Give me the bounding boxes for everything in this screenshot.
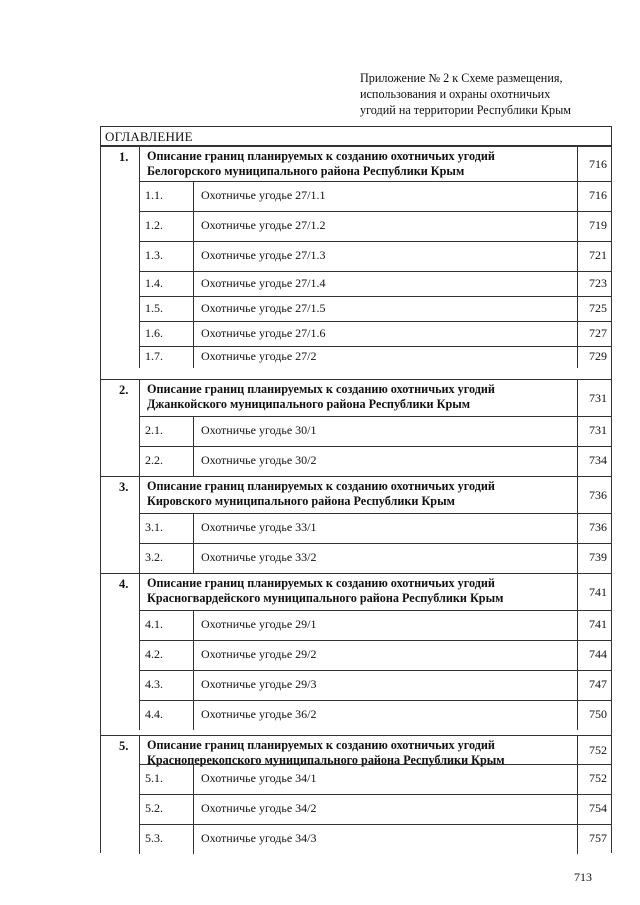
row-label: Охотничье угодье 27/1.1 — [201, 188, 326, 202]
row-label: Охотничье угодье 29/2 — [201, 647, 317, 661]
row-page-number: 744 — [589, 647, 607, 661]
group-heading-line: Красноперекопского муниципального района Республики Крым — [147, 753, 505, 767]
row-page-number: 719 — [589, 218, 607, 232]
row-label: Охотничье угодье 34/1 — [201, 771, 317, 785]
group-heading-line: Описание границ планируемых к созданию охотничьих угодий — [147, 738, 495, 752]
group-heading-line: Описание границ планируемых к созданию охотничьих угодий — [147, 149, 495, 163]
group-page-number: 741 — [589, 584, 607, 599]
row-number: 4.1. — [145, 617, 163, 631]
row-page-number: 721 — [589, 248, 607, 262]
row-page-number: 716 — [589, 188, 607, 202]
page-column-divider — [577, 181, 578, 368]
group-heading-line: Описание границ планируемых к созданию охотничьих угодий — [147, 479, 495, 493]
row-label: Охотничье угодье 27/1.5 — [201, 300, 326, 315]
row-number: 3.1. — [145, 520, 163, 534]
row-number: 1.6. — [145, 325, 163, 340]
row-page-number: 752 — [589, 771, 607, 785]
appendix-header-line: угодий на территории Республики Крым — [360, 103, 572, 117]
row-divider — [139, 610, 611, 611]
row-label: Охотничье угодье 27/1.6 — [201, 325, 326, 340]
row-divider — [139, 346, 611, 347]
row-divider — [139, 416, 611, 417]
row-divider — [139, 700, 611, 701]
row-divider — [139, 271, 611, 272]
row-label: Охотничье угодье 33/1 — [201, 520, 317, 534]
row-divider — [139, 670, 611, 671]
group-number: 1. — [119, 150, 129, 164]
row-label: Охотничье угодье 30/1 — [201, 423, 317, 437]
row-number: 3.2. — [145, 550, 163, 564]
row-label: Охотничье угодье 27/1.3 — [201, 248, 326, 262]
row-number: 2.2. — [145, 453, 163, 467]
row-page-number: 757 — [589, 831, 607, 845]
page-column-divider — [577, 764, 578, 854]
row-label: Охотничье угодье 34/3 — [201, 831, 317, 845]
row-label: Охотничье угодье 33/2 — [201, 550, 317, 564]
row-divider — [139, 446, 611, 447]
row-number: 5.2. — [145, 801, 163, 815]
row-number: 4.2. — [145, 647, 163, 661]
row-label: Охотничье угодье 30/2 — [201, 453, 317, 467]
group-page-number: 716 — [589, 156, 607, 171]
row-page-number: 731 — [589, 423, 607, 437]
row-number: 1.4. — [145, 275, 163, 290]
row-label: Охотничье угодье 34/2 — [201, 801, 317, 815]
row-label: Охотничье угодье 27/1.4 — [201, 275, 326, 290]
toc-title: ОГЛАВЛЕНИЕ — [105, 129, 193, 144]
row-page-number: 739 — [589, 550, 607, 564]
row-page-number: 750 — [589, 707, 607, 721]
label-column-divider — [193, 181, 194, 368]
page-column-divider — [577, 476, 578, 513]
label-column-divider — [193, 764, 194, 854]
row-divider — [139, 794, 611, 795]
row-number: 4.4. — [145, 707, 163, 721]
row-page-number: 747 — [589, 677, 607, 691]
row-page-number: 729 — [589, 349, 607, 363]
row-label: Охотничье угодье 27/2 — [201, 349, 317, 363]
row-label: Охотничье угодье 29/1 — [201, 617, 317, 631]
row-number: 1.2. — [145, 218, 163, 232]
row-page-number: 734 — [589, 453, 607, 467]
row-divider — [139, 211, 611, 212]
group-heading-line: Кировского муниципального района Республики Крым — [147, 494, 455, 508]
row-number: 5.3. — [145, 831, 163, 845]
row-number: 1.3. — [145, 248, 163, 262]
row-divider — [139, 241, 611, 242]
table-of-contents — [100, 126, 612, 853]
subrow-left-border — [139, 764, 140, 854]
row-page-number: 741 — [589, 617, 607, 631]
group-heading-line: Описание границ планируемых к созданию охотничьих угодий — [147, 576, 495, 590]
page-column-divider — [577, 379, 578, 416]
group-heading-line: Джанкойского муниципального района Республики Крым — [147, 397, 471, 411]
row-number: 1.1. — [145, 188, 163, 202]
row-number: 2.1. — [145, 423, 163, 437]
row-divider — [139, 764, 611, 765]
group-number: 5. — [119, 739, 129, 753]
row-divider — [139, 296, 611, 297]
row-divider — [139, 181, 611, 182]
group-page-number: 731 — [589, 390, 607, 405]
row-divider — [139, 321, 611, 322]
group-number: 3. — [119, 480, 129, 494]
appendix-header — [360, 70, 592, 118]
row-number: 1.7. — [145, 349, 163, 363]
row-number: 4.3. — [145, 677, 163, 691]
row-page-number: 723 — [589, 275, 607, 290]
page-column-divider — [577, 146, 578, 181]
appendix-header-line: Приложение № 2 к Схеме размещения, — [360, 71, 563, 85]
group-page-number: 752 — [589, 742, 607, 757]
row-page-number: 725 — [589, 300, 607, 315]
group-number: 4. — [119, 577, 129, 591]
row-page-number: 727 — [589, 325, 607, 340]
row-label: Охотничье угодье 27/1.2 — [201, 218, 326, 232]
row-divider — [139, 543, 611, 544]
row-number: 1.5. — [145, 300, 163, 315]
row-number: 5.1. — [145, 771, 163, 785]
page-number: 713 — [574, 870, 592, 884]
row-label: Охотничье угодье 29/3 — [201, 677, 317, 691]
group-heading-line: Описание границ планируемых к созданию охотничьих угодий — [147, 382, 495, 396]
row-divider — [139, 640, 611, 641]
row-page-number: 754 — [589, 801, 607, 815]
group-page-number: 736 — [589, 487, 607, 502]
row-divider — [139, 513, 611, 514]
page-column-divider — [577, 573, 578, 610]
group-number: 2. — [119, 383, 129, 397]
row-label: Охотничье угодье 36/2 — [201, 707, 317, 721]
appendix-header-line: использования и охраны охотничьих — [360, 87, 551, 101]
group-heading-line: Красногвардейского муниципального района Республики Крым — [147, 591, 504, 605]
group-heading-line: Белогорского муниципального района Республики Крым — [147, 164, 465, 178]
subrow-left-border — [139, 181, 140, 368]
row-divider — [139, 824, 611, 825]
row-page-number: 736 — [589, 520, 607, 534]
page-column-divider — [577, 735, 578, 764]
